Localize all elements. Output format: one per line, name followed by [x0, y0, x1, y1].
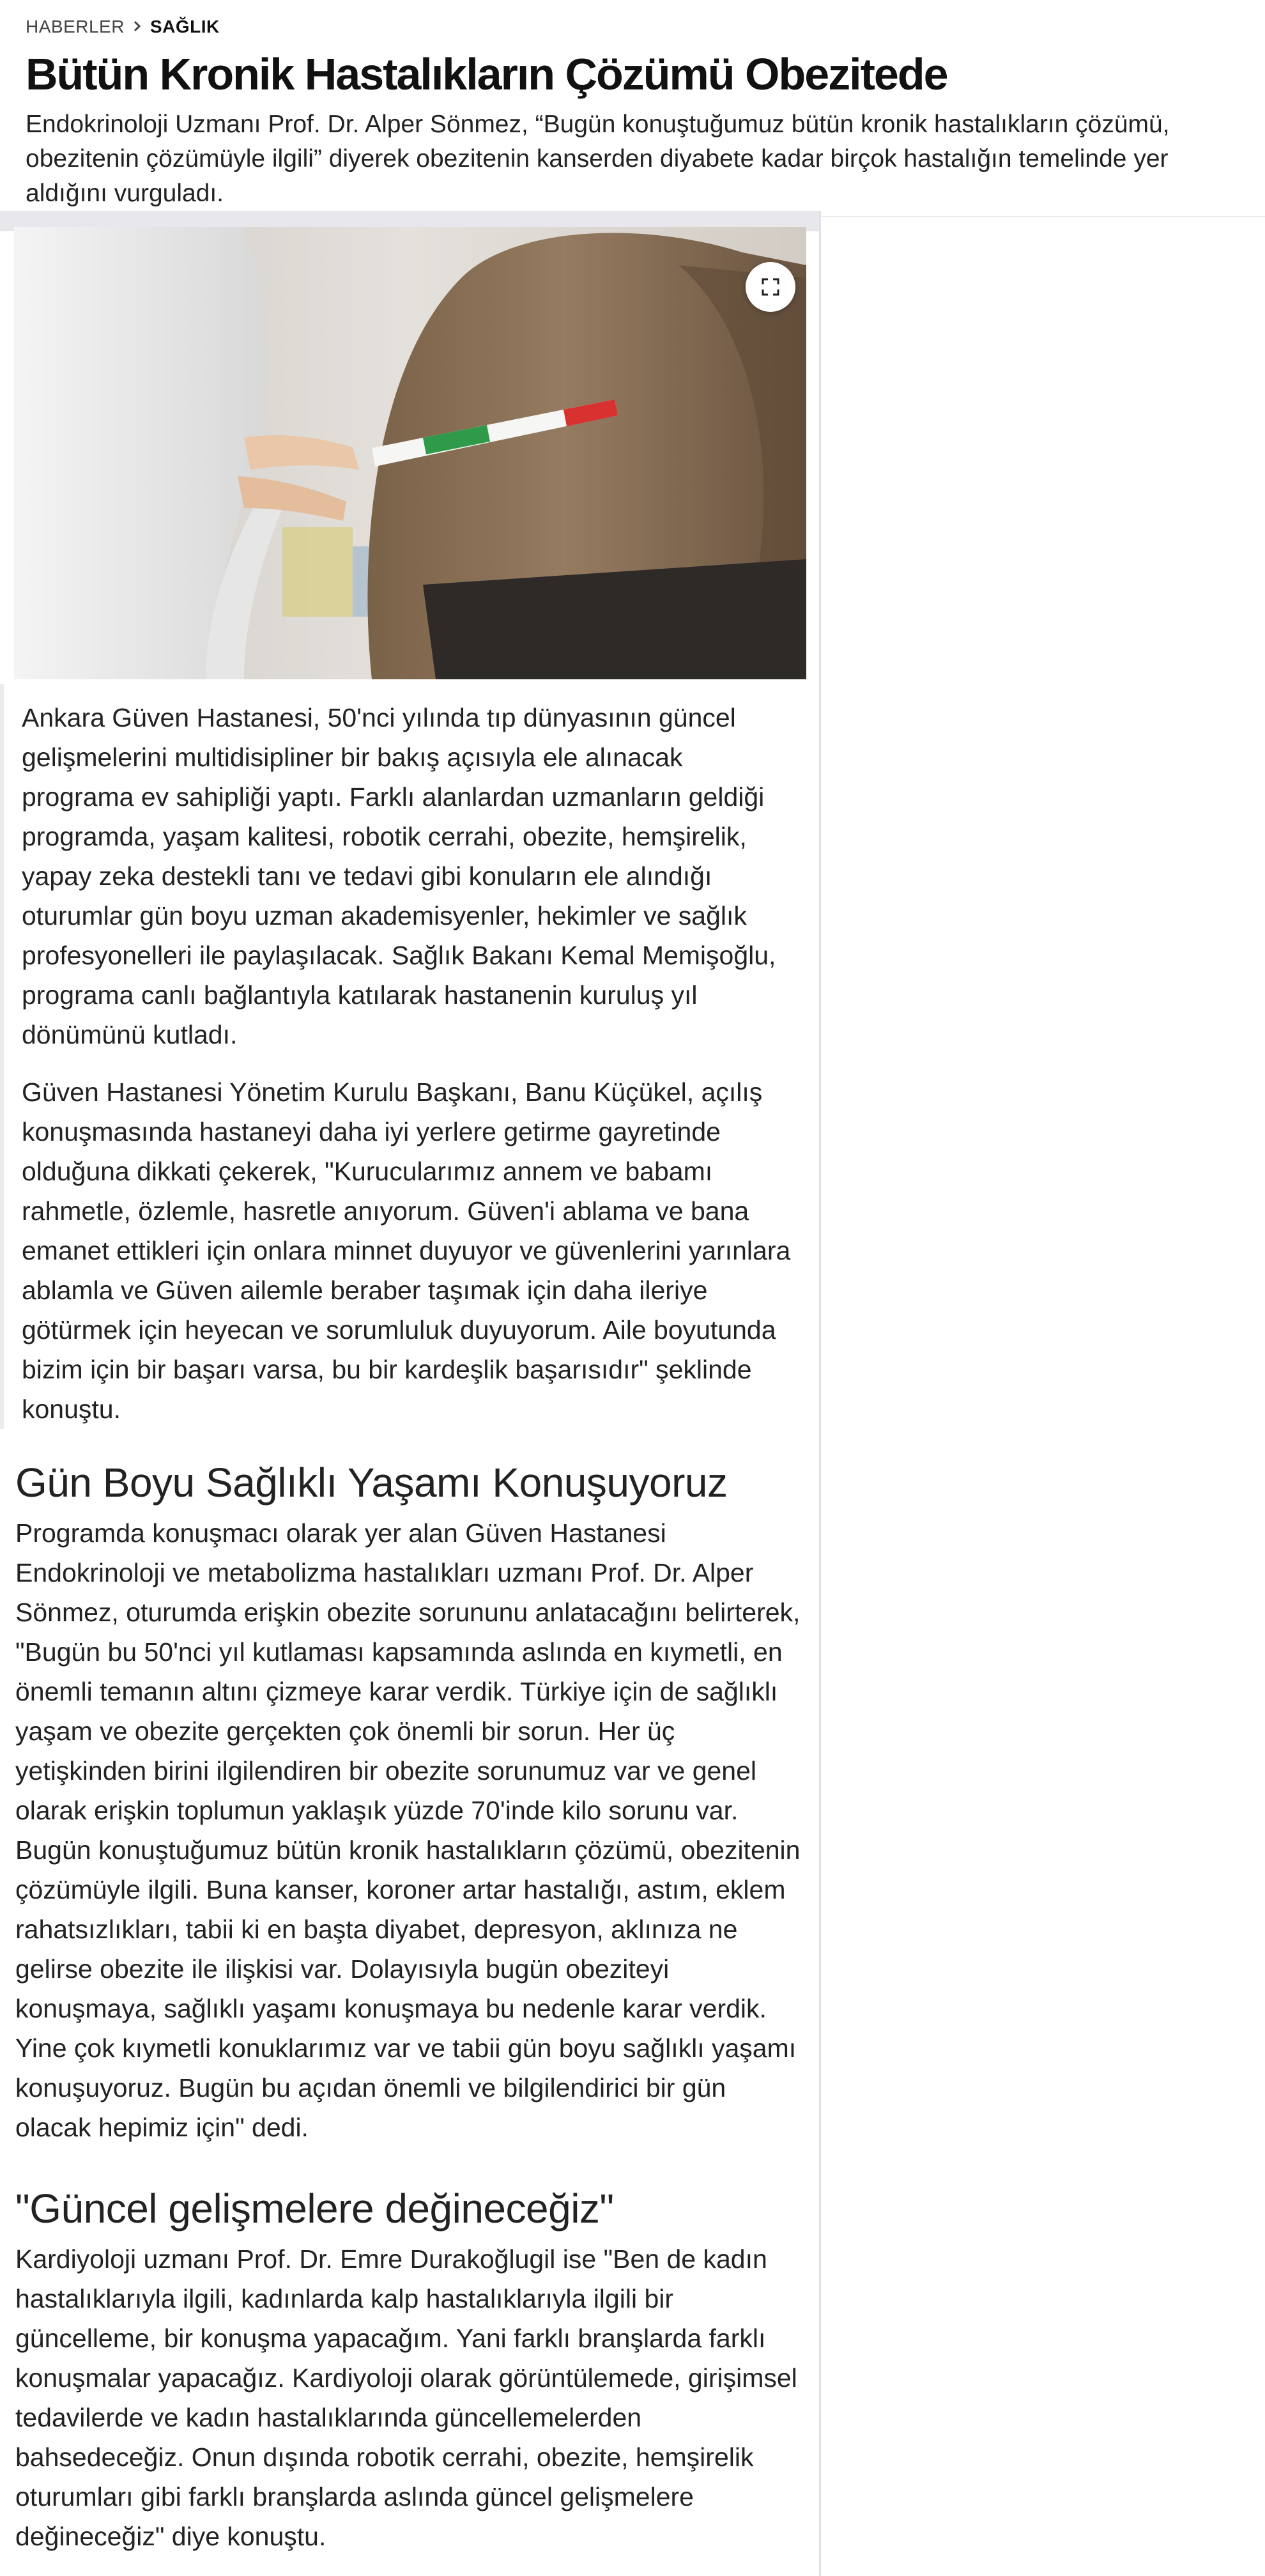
- article-section: [0, 1447, 821, 2147]
- breadcrumb-home-link[interactable]: HABERLER: [26, 17, 125, 36]
- article-paragraph: Güven Hastanesi Yönetim Kurulu Başkanı, Banu Küçükel, açılış konuşmasında hastaneyi daha iyi yerlere getirme gayretinde olduğuna dikkati çekerek, "Kurucularımız annem ve babamı rahmetle, özlemle, hasretle anıyorum. Güven'i ablama ve bana emanet ettikleri için onlara minnet duyuyor ve güvenlerini yarınlara ablamla ve Güven ailemle beraber taşımak için daha ileriye götürmek için heyecan ve sorumluluk duyuyorum. Aile boyutunda bizim için bir başarı varsa, bu bir kardeşlik başarısıdır" şeklinde konuştu.: [22, 1077, 791, 1424]
- article-title: Bütün Kronik Hastalıkların Çözümü Obezitede: [26, 49, 947, 99]
- breadcrumb: [26, 17, 220, 37]
- article-header: [0, 0, 1265, 217]
- intro-pane: [0, 684, 821, 1429]
- section-paragraph: Programda konuşmacı olarak yer alan Güven Hastanesi Endokrinoloji ve metabolizma hastalıkları uzmanı Prof. Dr. Alper Sönmez, oturumda erişkin obezite sorununu anlatacağını belirterek, "Bugün bu 50'nci yıl kutlaması kapsamında aslında en kıymetli, en önemli temanın altını çizmeye karar verdik. Türkiye için de sağlıklı yaşam ve obezite gerçekten çok önemli bir sorun. Her üç yetişkinden birini ilgilendiren bir obezite sorunumuz var ve genel olarak erişkin toplumun yaklaşık yüzde 70'inde kilo sorunu var. Bugün konuştuğumuz bütün kronik hastalıkların çözümü, obezitenin çözümüyle ilgili. Buna kanser, koroner artar hastalığı, astım, eklem rahatsızlıkları, tabii ki en başta diyabet, depresyon, aklınıza ne gelirse obezite ile ilişkisi var. Dolayısıyla bugün obeziteyi konuşmaya, sağlıklı yaşamı konuşmaya bu nedenle karar verdik. Yine çok kıymetli konuklarımız var ve tabii gün boyu sağlıklı yaşamı konuşuyoruz. Bugün bu açıdan önemli ve bilgilendirici bir gün olacak hepimiz için" dedi.: [15, 1518, 801, 2142]
- article-content: [0, 211, 821, 2576]
- article-summary: Endokrinoloji Uzmanı Prof. Dr. Alper Sönmez, “Bugün konuştuğumuz bütün kronik hastalıkların çözümü, obezitenin çözümüyle ilgili” diyerek obezitenin kanserden diyabete kadar birçok hastalığın temelinde yer aldığını vurguladı.: [26, 111, 1170, 207]
- chevron-right-icon: [125, 17, 150, 37]
- breadcrumb-category-link[interactable]: SAĞLIK: [150, 17, 220, 36]
- expand-icon[interactable]: [746, 262, 795, 312]
- section-paragraph: Kardiyoloji uzmanı Prof. Dr. Emre Durakoğlugil ise "Ben de kadın hastalıklarıyla ilgili, kadınlarda kalp hastalıklarıyla ilgili bir güncelleme, bir konuşma yapacağım. Yani farklı branşlarda farklı konuşmalar yapacağız. Kardiyoloji olarak görüntülemede, girişimsel tedavilerde ve kadın hastalıklarında güncellemelerden bahsedeceğiz. Onun dışında robotik cerrahi, obezite, hemşirelik oturumları gibi farklı branşlarda aslında güncel gelişmelere değineceğiz" diye konuştu.: [15, 2244, 797, 2551]
- section-heading: Gün Boyu Sağlıklı Yaşamı Konuşuyoruz: [15, 1460, 728, 1506]
- hero-illustration: [14, 227, 806, 679]
- article-body: [0, 684, 821, 2576]
- hero-image[interactable]: [14, 227, 806, 679]
- article-paragraph: Ankara Güven Hastanesi, 50'nci yılında tıp dünyasının güncel gelişmelerini multidisipliner bir bakış açısıyla ele alınacak programa ev sahipliği yaptı. Farklı alanlardan uzmanların geldiği programda, yaşam kalitesi, robotik cerrahi, obezite, hemşirelik, yapay zeka destekli tanı ve tedavi gibi konuların ele alındığı oturumlar gün boyu uzman akademisyenler, hekimler ve sağlık profesyonelleri ile paylaşılacak. Sağlık Bakanı Kemal Memişoğlu, programa canlı bağlantıyla katılarak hastanenin kuruluş yıl dönümünü kutladı.: [22, 703, 776, 1049]
- section-heading: "Güncel gelişmelere değineceğiz": [15, 2186, 614, 2232]
- article-section: [0, 2173, 821, 2556]
